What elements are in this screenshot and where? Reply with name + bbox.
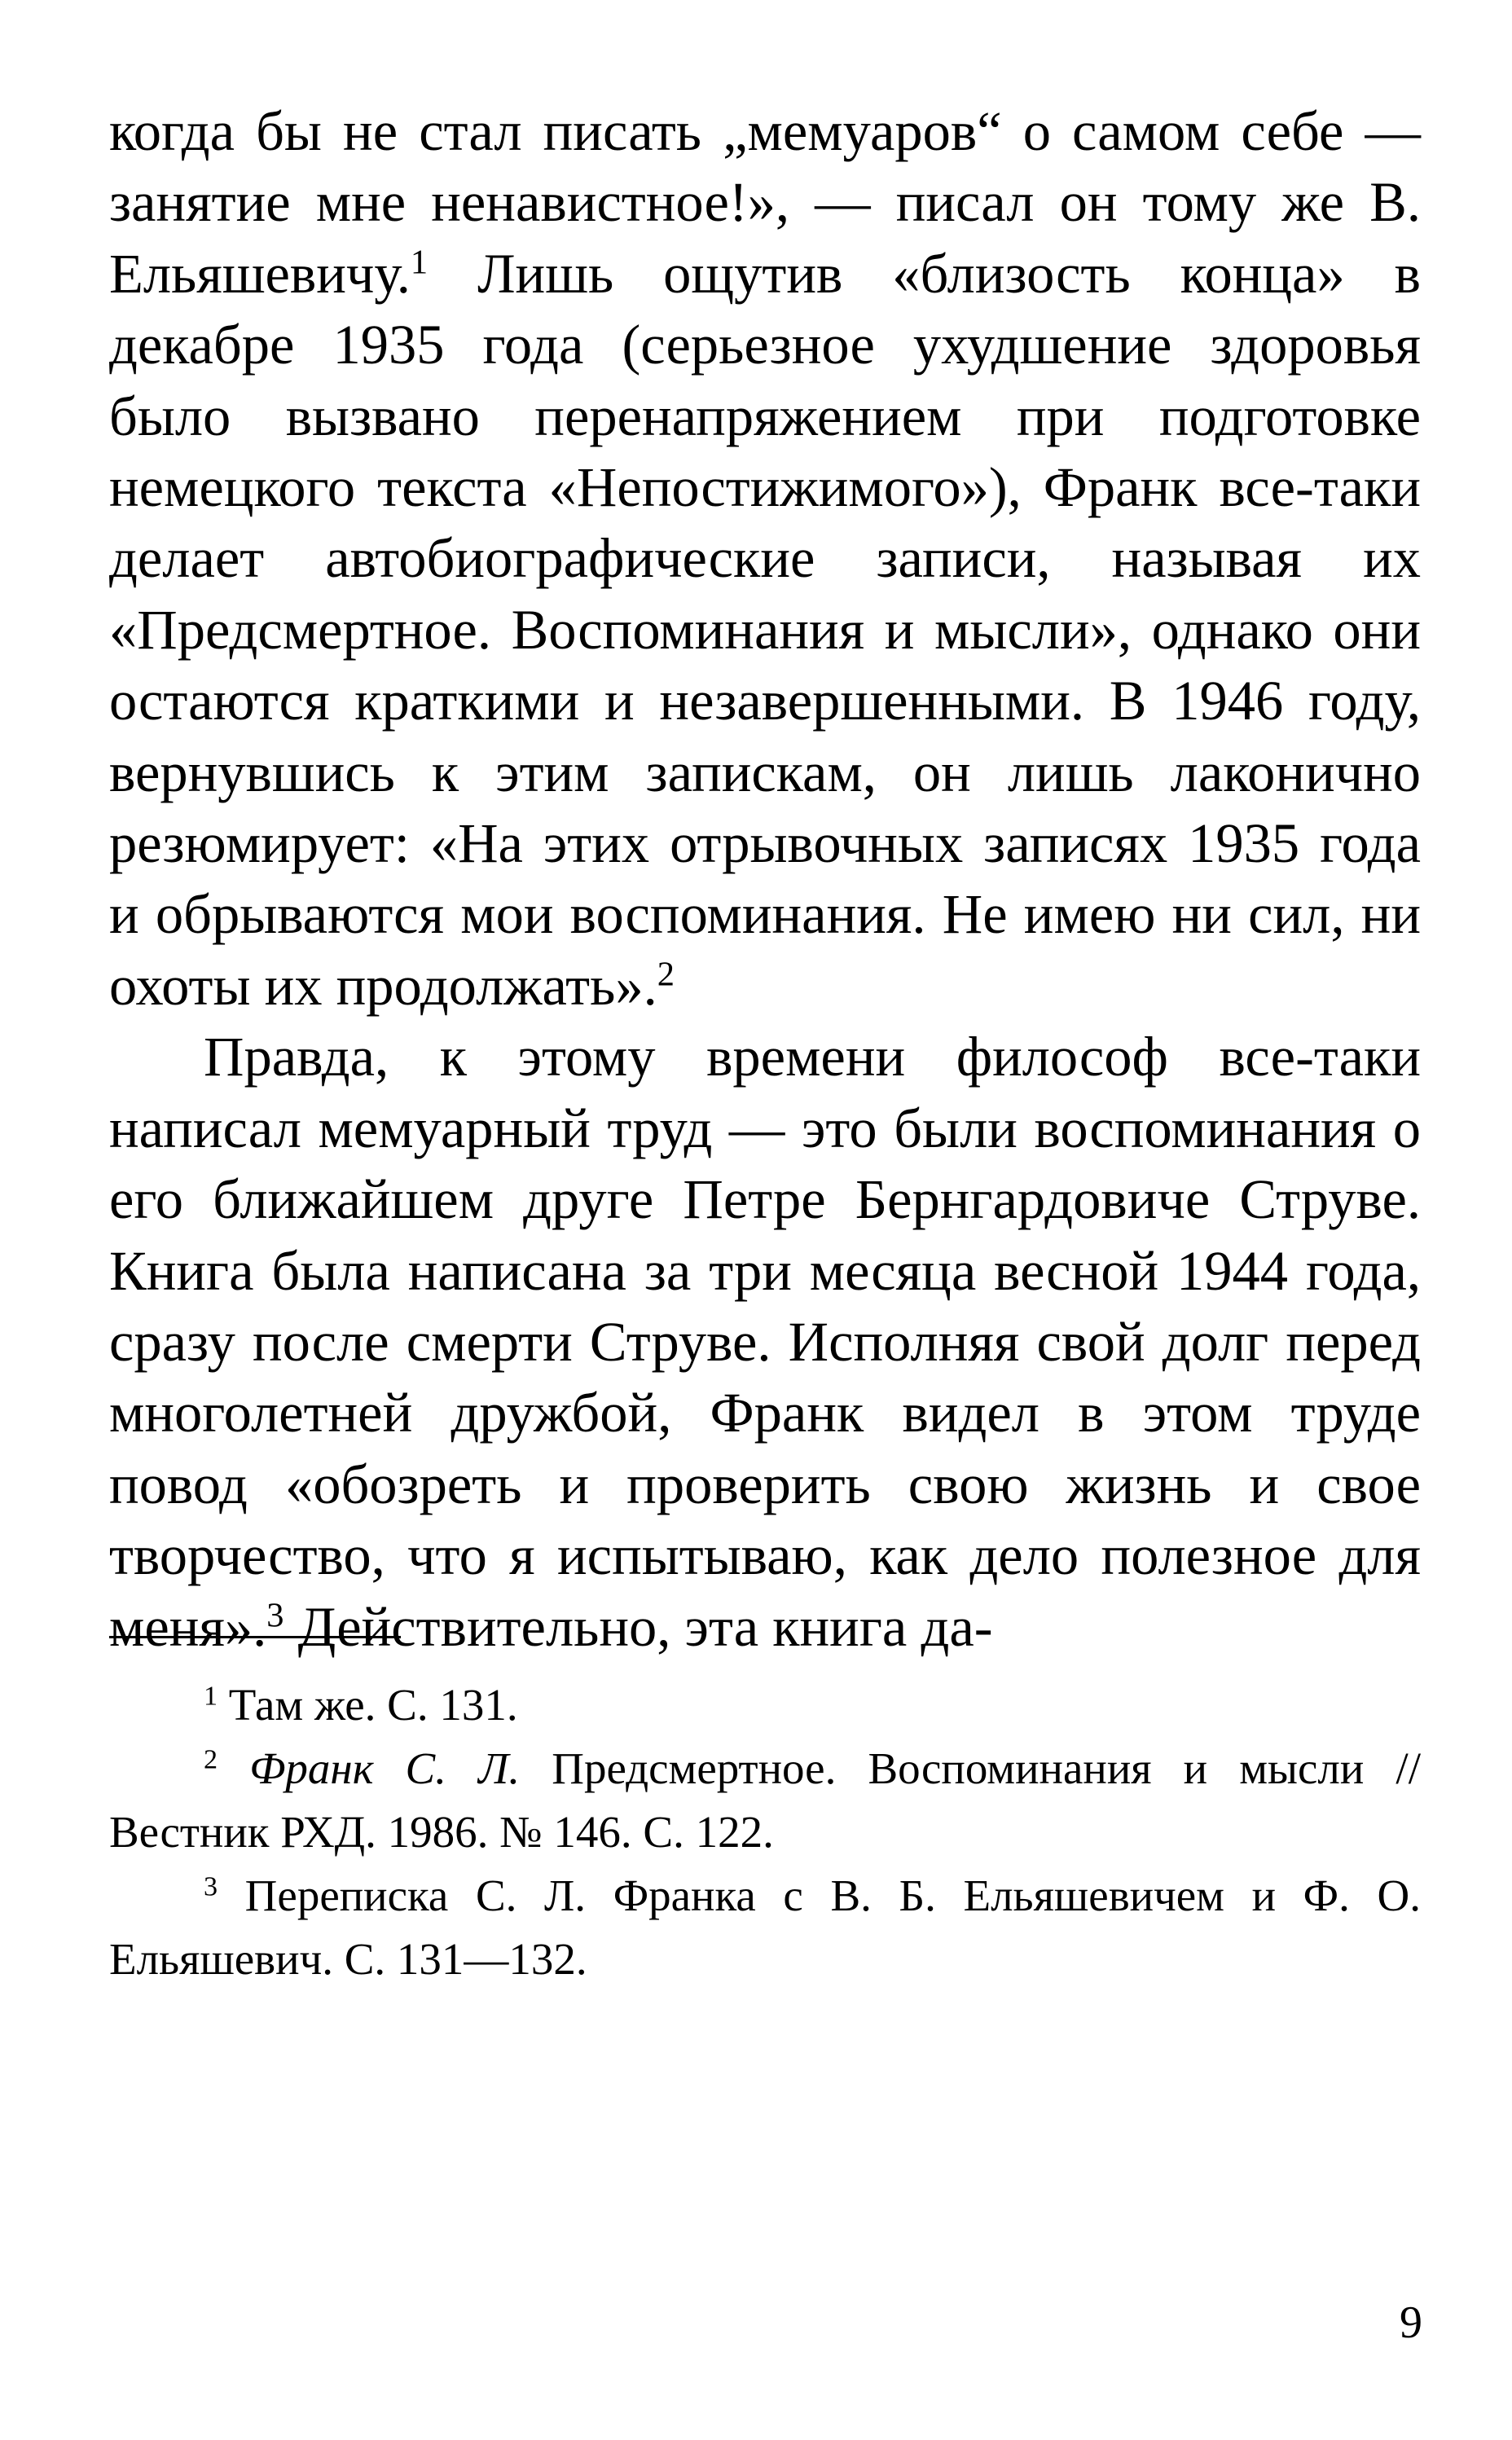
paragraph-1 [109,96,1421,1022]
footnote-text: Переписка С. Л. Франка с В. Б. Ельяшевичем и Ф. О. Ельяшевич. С. 131—132. [109,1871,1421,1984]
main-text [109,96,1421,1663]
footnote-1 [109,1673,1421,1737]
footnotes [109,1673,1421,1991]
footnote-ref-3: 3 [266,1596,284,1635]
paragraph-2 [109,1022,1421,1663]
page-number: 9 [1400,2297,1422,2348]
footnote-divider [109,1636,401,1638]
paragraph-1-text-a: когда бы не стал писать „мемуаров“ о самом себе — занятие мне ненавистное!», — писал он тому же В. Ельяшевичу. [109,100,1421,305]
footnote-text: Там же. С. 131. [218,1680,518,1730]
footnote-ref-1: 1 [410,243,429,282]
footnote-text: Предсмертное. Воспоминания и мысли // Вестник РХД. 1986. № 146. С. 122. [109,1743,1421,1857]
footnote-marker: 3 [204,1871,218,1902]
footnote-marker: 2 [204,1744,218,1775]
footnote-author: Франк С. Л. [218,1743,521,1793]
footnote-marker: 1 [204,1681,218,1712]
footnote-ref-2: 2 [657,955,675,994]
footnote-2 [109,1737,1421,1864]
paragraph-2-text-a: Правда, к этому времени философ все-таки написал мемуарный труд — это были воспоминания о его ближайшем друге Петре Бернгардовиче Струве. Книга была написана за три месяца весной 1944 года, сразу после смерти Струве. Исполняя свой долг перед многолетней дружбой, Франк видел в этом труде повод «обозреть и проверить свою жизнь и свое творчество, что я испытываю, как дело полезное для меня». [109,1026,1421,1658]
footnote-3 [109,1864,1421,1991]
paragraph-1-text-b: Лишь ощутив «близость конца» в декабре 1935 года (серьезное ухудшение здоровья было вызвано перенапряжением при подготовке немецкого текста «Непостижимого»), Франк все-таки делает автобиографические записи, называя их «Предсмертное. Воспоминания и мысли», однако они остаются краткими и незавершенными. В 1946 году, вернувшись к этим запискам, он лишь лаконично резюмирует: «На этих отрывочных записях 1935 года и обрываются мои воспоминания. Не имею ни сил, ни охоты их продолжать». [109,242,1421,1017]
paragraph-2-text-b: Действительно, эта книга да- [284,1595,993,1658]
